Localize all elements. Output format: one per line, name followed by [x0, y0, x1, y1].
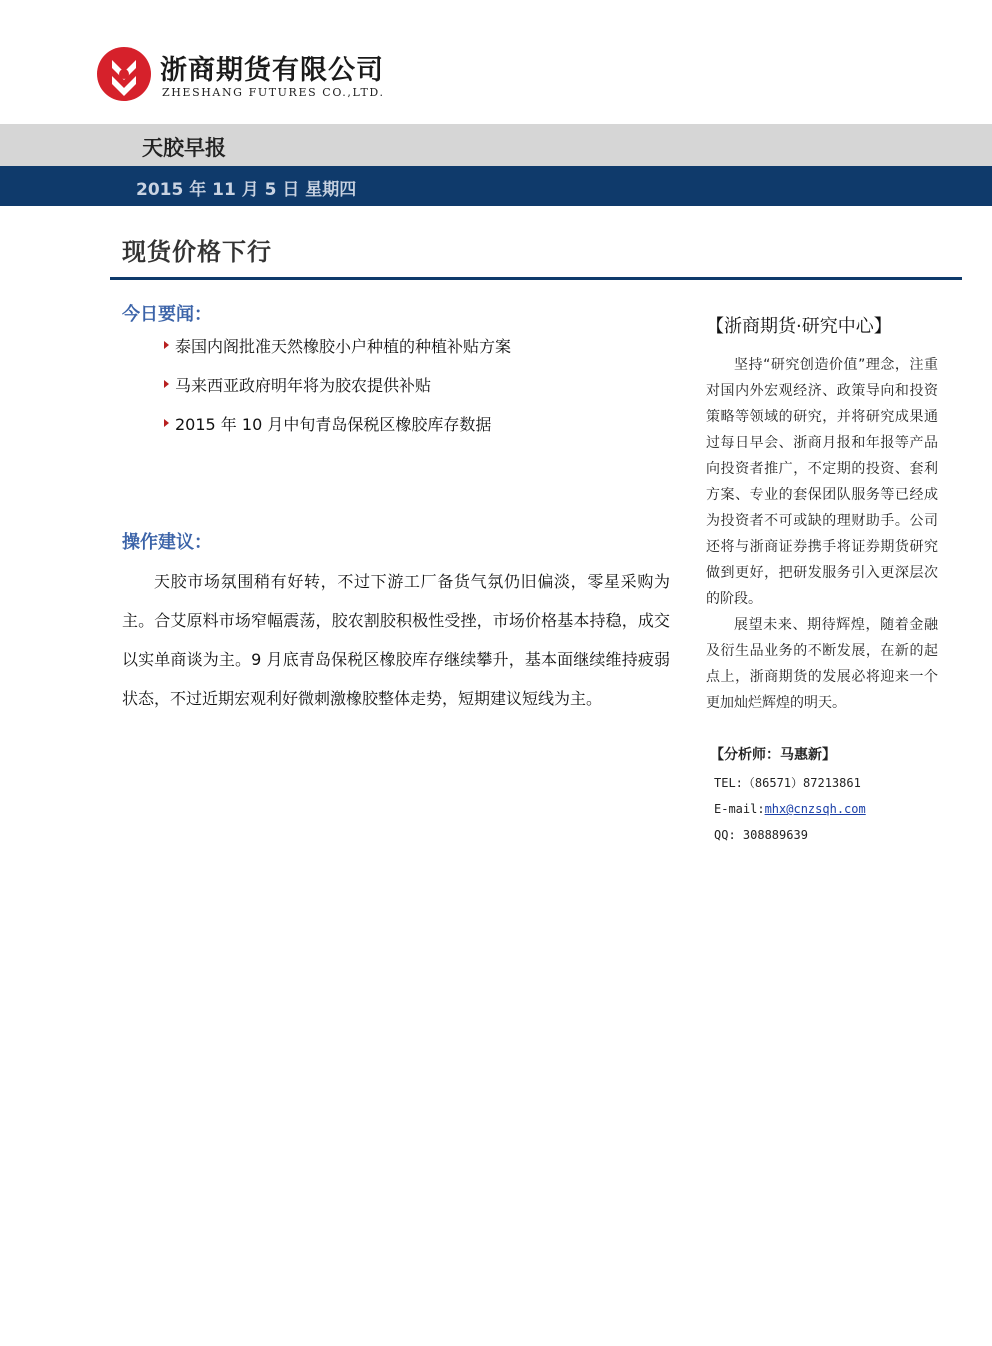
sidebar-title: 【浙商期货·研究中心】: [706, 316, 892, 337]
news-item: [162, 334, 682, 373]
zheshang-logo-icon: [96, 46, 152, 102]
bullet-arrow-icon: [164, 380, 169, 388]
advice-section-title: 操作建议：: [122, 532, 212, 553]
analyst-qq: QQ: 308889639: [714, 828, 808, 842]
news-item-text: 2015 年 10 月中旬青岛保税区橡胶库存数据: [175, 415, 492, 434]
news-item: [162, 373, 682, 412]
news-section-title: 今日要闻：: [122, 304, 212, 325]
company-logo: [96, 44, 396, 106]
headline: 现货价格下行: [122, 238, 272, 266]
analyst-contact: [710, 744, 950, 848]
analyst-email: [710, 796, 950, 822]
news-list: [162, 334, 682, 451]
bullet-arrow-icon: [164, 419, 169, 427]
email-label: E-mail:: [714, 802, 765, 816]
email-link[interactable]: mhx@cnzsqh.com: [764, 802, 866, 816]
news-item-text: 泰国内阁批准天然橡胶小户种植的种植补贴方案: [175, 337, 512, 356]
sidebar-outlook-paragraph: 展望未来、期待辉煌，随着金融及衍生品业务的不断发展，在新的起点上，浙商期货的发展必将迎来一个更加灿烂辉煌的明天。: [706, 617, 938, 711]
company-name-en: ZHESHANG FUTURES CO.,LTD.: [162, 86, 385, 99]
company-name-cn: 浙商期货有限公司: [160, 55, 384, 86]
report-date: 2015 年 11 月 5 日 星期四: [136, 180, 357, 200]
news-item-text: 马来西亚政府明年将为胶农提供补贴: [175, 376, 432, 395]
sidebar-intro-paragraph: 坚持“研究创造价值”理念，注重对国内外宏观经济、政策导向和投资策略等领域的研究，并将研究成果通过每日早会、浙商月报和年报等产品向投资者推广，不定期的投资、套利方案、专业的套保团队服务等已经成为投资者不可或缺的理财助手。公司还将与浙商证券携手将证券期货研究做到更好，把研发服务引入更深层次的阶段。: [706, 357, 938, 607]
report-title-band: [0, 124, 992, 166]
report-title: 天胶早报: [142, 136, 226, 160]
analyst-name: 【分析师：马惠新】: [710, 747, 836, 763]
analyst-tel: TEL:（86571）87213861: [714, 776, 861, 790]
headline-divider: [110, 277, 962, 280]
advice-paragraph: 天胶市场氛围稍有好转，不过下游工厂备货气氛仍旧偏淡，零星采购为主。合艾原料市场窄幅震荡，胶农割胶积极性受挫，市场价格基本持稳，成交以实单商谈为主。9 月底青岛保税区橡胶库存继续攀升，基本面继续维持疲弱状态，不过近期宏观利好微刺激橡胶整体走势，短期建议短线为主。: [122, 572, 670, 708]
bullet-arrow-icon: [164, 341, 169, 349]
report-date-band: [0, 166, 992, 206]
news-item: [162, 412, 682, 451]
